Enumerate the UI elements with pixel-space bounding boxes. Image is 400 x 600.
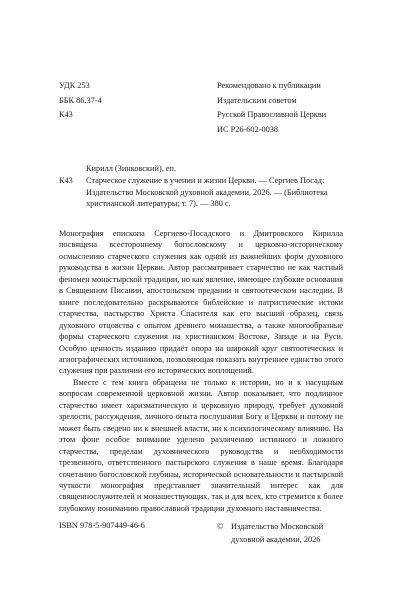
- annotation-paragraph: Монография епископа Сергиево-Посадского и Дмитровского Кирилла посвящена всестороннему богословскому и церковно-историческому осмыслению старческого служения как одной из важнейших форм духовного руководства в жизни Церкви. Автор рассматривает старчество не как частный феномен монастырской традиции, но как явление, имеющее глубокие основания в Священном Писании, апостольском предании и святоотеческом наследии. В книге последовательно раскрываются библейские и патристические истоки старчества, пастырство Христа Спасителя как его высший образец, связь духовного отцовства с опытом древнего монашества, а также многообразные формы старческого служения на христианском Востоке, Западе и на Руси. Особую ценность изданию придаёт опора на широкий круг святоотеческих и агиографических источников, позволяющая показать внутреннее единство этого служения при различии его исторических воплощений.: [59, 229, 344, 376]
- copyright-symbol: ©: [217, 522, 224, 531]
- classification-codes: [59, 79, 102, 123]
- annotation-paragraph: Вместе с тем книга обращена не только к истории, но и к насущным вопросам современной церковной жизни. Автор показывает, что подлинное старчество имеет харизматическую и церковную природу, требует духовной зрелости, рассуждения, личного опыта послушания Богу и Церкви и потому не может быть сведено ни к внешней власти, ни к психологическому влиянию. На этом фоне особое внимание уделено различению истинного и ложного старчества, пределам духовнического руководства и необходимости трезвенного, ответственного пастырского служения в наше время. Благодаря сочетанию богословской глубины, исторической основательности и пастырской чуткости монография представляет значительный интерес как для священнослужителей и монашествующих, так и для всех, кто стремится к более глубокому пониманию православной традиции духовного наставничества.: [59, 377, 343, 513]
- copyright-notice: [217, 521, 324, 547]
- isbn: ISBN 978-5-907449-46-6: [59, 521, 145, 530]
- recommendation-line: Рекомендовано к публикации: [217, 81, 321, 90]
- copyright-line: Издательство Московской: [231, 522, 324, 531]
- copyright-line: духовной академии, 2026: [231, 534, 321, 544]
- record-index: К43: [59, 176, 73, 185]
- udc-code: УДК 253: [59, 81, 90, 90]
- publishing-recommendation: [217, 79, 326, 137]
- recommendation-line: Русской Православной Церкви: [217, 110, 327, 120]
- bbk-code: ББК 86.37-4: [59, 95, 102, 105]
- record-description: Старческое служение в учении и жизни Церкви. — Сергиев Посад: Издательство Московской духовной академии, 2026. — (Библиотека христианской литературы; т. 7). — 380 с.: [86, 176, 328, 209]
- author-mark: К43: [59, 110, 73, 120]
- annotation: [59, 228, 343, 514]
- recommendation-line: Издательским советом: [217, 95, 297, 105]
- recommendation-number: ИС Р26-602-0038: [217, 124, 279, 134]
- record-author: Кирилл (Зинковский), еп.: [86, 164, 177, 173]
